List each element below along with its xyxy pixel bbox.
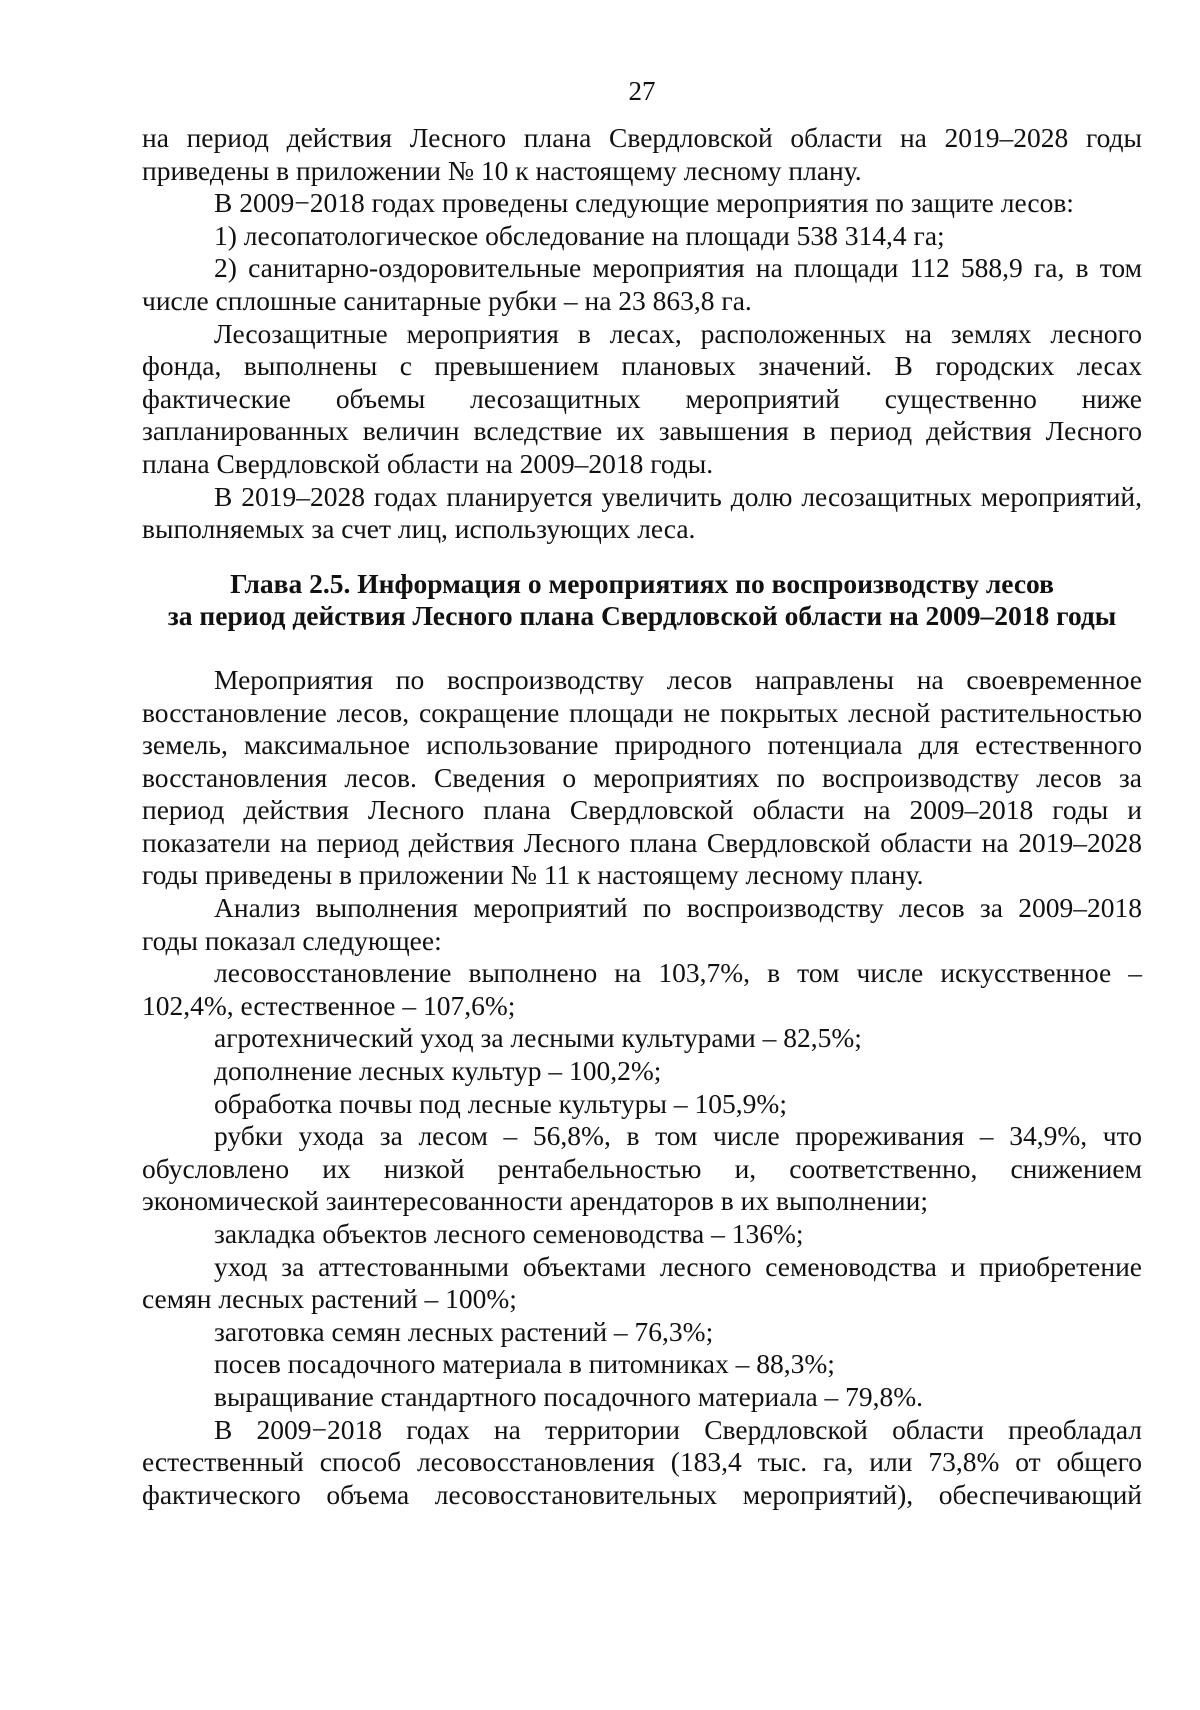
list-item-seed-objects-care: уход за аттестованными объектами лесного семеноводства и приобретение семян лесных растений – 100%; [142, 1250, 1142, 1315]
list-item-seed-harvesting: заготовка семян лесных растений – 76,3%; [214, 1315, 714, 1347]
chapter-heading [142, 568, 1142, 633]
paragraph-continuation: на период действия Лесного плана Свердловской области на 2019–2028 годы приведены в приложении № 10 к настоящему лесному плану. [142, 122, 1142, 186]
paragraph-natural-reforestation: В 2009−2018 годах на территории Свердловской области преобладал естественный способ лесовосстановления (183,4 тыс. га, или 73,8% от общего фактического объема лесовосстановительных мероприятий), обеспечивающий [142, 1413, 1142, 1510]
page-number: 27 [628, 76, 656, 106]
chapter-heading-line-2: за период действия Лесного плана Свердловской области на 2009–2018 годы [167, 600, 1117, 632]
paragraph-protection-results: Лесозащитные мероприятия в лесах, расположенных на землях лесного фонда, выполнены с превышением плановых значений. В городских лесах фактические объемы лесозащитных мероприятий существенно ниже запланированных величин вследствие их завышения в период действия Лесного плана Свердловской области на 2009–2018 годы. [142, 317, 1142, 479]
paragraph-protection-plans: В 2019–2028 годах планируется увеличить долю лесозащитных мероприятий, выполняемых за счет лиц, использующих леса. [142, 480, 1142, 545]
list-item-crop-supplement: дополнение лесных культур – 100,2%; [214, 1055, 662, 1087]
paragraph-analysis-intro: Анализ выполнения мероприятий по воспроизводству лесов за 2009–2018 годы показал следующее: [142, 892, 1142, 956]
list-item-agrotechnical-care: агротехнический уход за лесными культурами – 82,5%; [214, 1022, 862, 1054]
list-item-sanitary: 2) санитарно-оздоровительные мероприятия на площади 112 588,9 га, в том числе сплошные санитарные рубки – на 23 863,8 га. [142, 252, 1142, 316]
list-item-planting-material: выращивание стандартного посадочного материала – 79,8%. [214, 1380, 924, 1412]
chapter-heading-line-1: Глава 2.5. Информация о мероприятиях по воспроизводству лесов [230, 567, 1054, 599]
list-item-soil-treatment: обработка почвы под лесные культуры – 105,9%; [214, 1087, 787, 1119]
list-item-nursery-sowing: посев посадочного материала в питомниках – 88,3%; [214, 1348, 835, 1380]
document-body [142, 122, 1142, 1511]
list-item-survey: 1) лесопатологическое обследование на площади 538 314,4 га; [214, 219, 945, 251]
list-item-seed-objects: закладка объектов лесного семеноводства – 136%; [214, 1218, 804, 1249]
list-item-thinning: рубки ухода за лесом – 56,8%, в том числе прореживания – 34,9%, что обусловлено их низкой рентабельностью и, соответственно, снижением экономической заинтересованности арендаторов в их выполнении; [142, 1120, 1142, 1217]
paragraph-reproduction-goals: Мероприятия по воспроизводству лесов направлены на своевременное восстановление лесов, сокращение площади не покрытых лесной растительностью земель, максимальное использование природного потенциала для естественного восстановления лесов. Сведения о мероприятиях по воспроизводству лесов за период действия Лесного плана Свердловской области на 2009–2018 годы и показатели на период действия Лесного плана Свердловской области на 2019–2028 годы приведены в приложении № 11 к настоящему лесному плану. [142, 663, 1142, 891]
list-item-reforestation: лесовосстановление выполнено на 103,7%, в том числе искусственное – 102,4%, естественное – 107,6%; [142, 957, 1142, 1021]
paragraph-protection-intro: В 2009−2018 годах проведены следующие мероприятия по защите лесов: [214, 187, 1074, 219]
